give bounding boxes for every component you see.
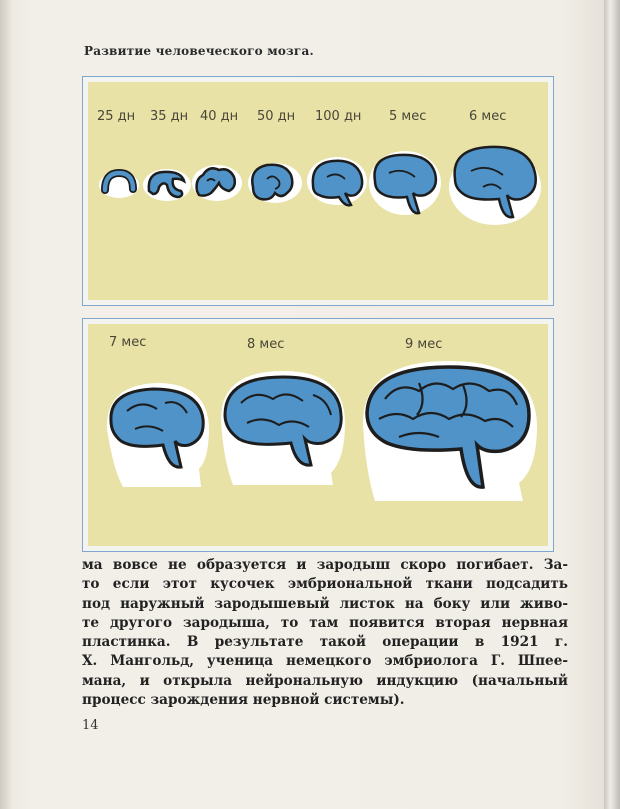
brain-stages-top-illustration [83,77,555,307]
brain-5-months [369,151,441,215]
text-line: процесс зарождения нервной системы). [82,692,405,709]
stage-label-6m: 6 мес [469,109,507,124]
page-gutter-shadow [0,0,12,809]
stage-label-40d: 40 дн [200,109,239,124]
text-line: то если этот кусочек эмбриональной ткани подсадить [82,576,568,593]
text-line: мана, и открыла нейрональную индукцию (начальный [82,672,568,689]
text-line: те другого зародыша, то там появится вторая нервная [82,614,568,631]
text-line: ма вовсе не образуется и зародыш скоро погибает. За- [82,557,568,573]
text-line: пластинка. В результате такой операции в 1921 г. [82,634,568,651]
brain-50-days [248,163,302,203]
brain-stages-bottom-illustration [83,319,555,553]
page-edge [604,0,620,809]
brain-9-months [363,361,537,501]
stage-label-9m: 9 мес [405,337,443,352]
figure-panel-bottom [82,318,554,552]
brain-100-days [307,157,367,205]
text-line: Х. Мангольд, ученица немецкого эмбриолога Г. Шпее- [82,653,568,670]
stage-label-8m: 8 мес [247,337,285,352]
brain-6-months [449,147,541,225]
text-line: под наружный зародышевый листок на боку или живо- [82,595,568,612]
page-number: 14 [82,718,99,733]
stage-label-100d: 100 дн [315,109,362,124]
stage-label-25d: 25 дн [97,109,136,124]
figure-caption: Развитие человеческого мозга. [84,44,314,58]
stage-label-7m: 7 мес [109,335,147,350]
brain-35-days [143,169,191,201]
brain-7-months [107,383,209,487]
stage-label-35d: 35 дн [150,109,189,124]
brain-25-days [99,172,139,198]
brain-40-days [192,165,242,201]
figure-panel-top [82,76,554,306]
stage-label-5m: 5 мес [389,109,427,124]
stage-label-50d: 50 дн [257,109,296,124]
brain-8-months [221,371,345,485]
body-paragraph [82,556,568,710]
